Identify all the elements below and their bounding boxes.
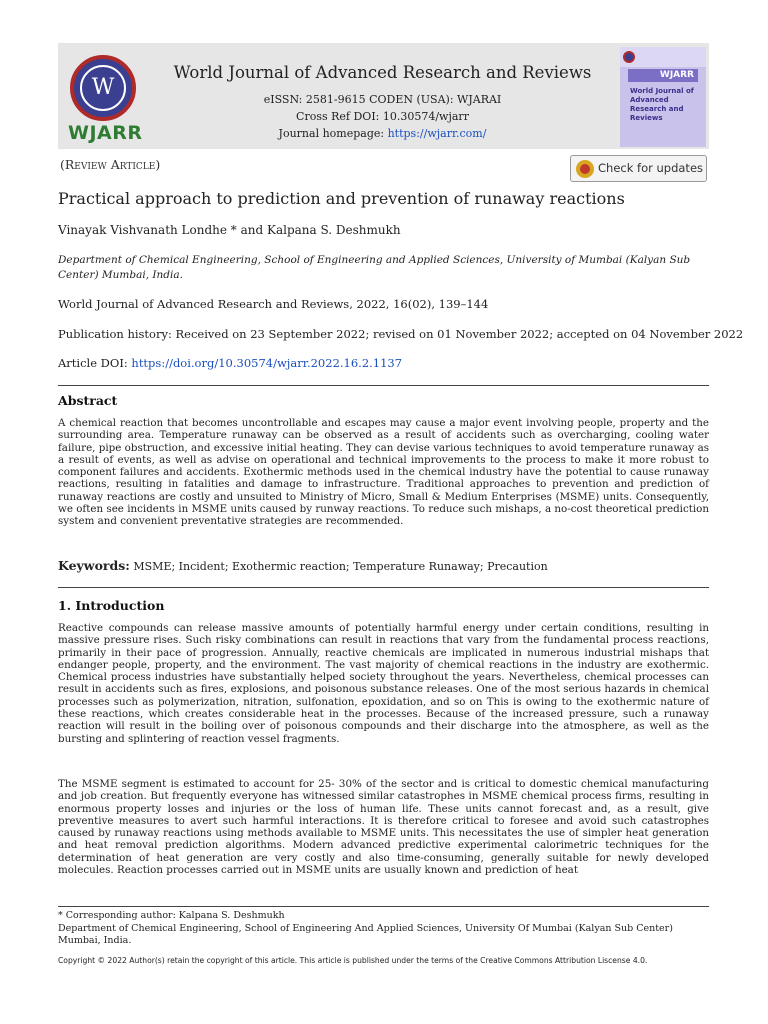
logo-letter: W [80, 65, 126, 111]
divider [58, 385, 709, 386]
check-for-updates-button[interactable] [570, 155, 707, 182]
journal-cover-thumbnail [620, 47, 706, 147]
keywords-text: MSME; Incident; Exothermic reaction; Temperature Runaway; Precaution [129, 560, 548, 573]
article-title: Practical approach to prediction and prevention of runaway reactions [58, 189, 625, 208]
citation: World Journal of Advanced Research and Reviews, 2022, 16(02), 139–144 [58, 297, 489, 311]
doi-link[interactable]: https://doi.org/10.30574/wjarr.2022.16.2.1137 [131, 356, 403, 370]
doi-label: Article DOI: [58, 356, 132, 370]
divider [58, 587, 709, 588]
issn-line: eISSN: 2581-9615 CODEN (USA): WJARAI [263, 93, 502, 106]
cover-seal-icon [623, 51, 635, 63]
homepage-line [160, 127, 605, 140]
homepage-label: Journal homepage: [278, 127, 388, 140]
journal-title: World Journal of Advanced Research and Reviews [173, 63, 592, 82]
introduction-paragraph-2: The MSME segment is estimated to account for 25- 30% of the sector and is critical to domestic chemical manufacturing and job creation. But frequently everyone has witnessed similar catastrophes in MSME chemical process firms, resulting in enormous property losses and injuries or the loss of human life. These units cannot forecast and, as a result, give preventive measures to avert such harmful interactions. It is therefore critical to foresee and avoid such catastrophes caused by runaway reactions using methods available to MSME units. This necessitates the use of simpler heat generation and heat removal prediction algorithms. Modern advanced predictive experimental calorimetric techniques for the determination of heat generation are very costly and also time-consuming, generally suitable for newly developed molecules. Reaction processes carried out in MSME units are usually known and prediction of heat [58, 778, 709, 877]
article-type: (Review Article) [60, 157, 161, 172]
corresponding-author: * Corresponding author: Kalpana S. Deshmukh [58, 910, 285, 921]
article-doi [58, 356, 402, 370]
introduction-heading: 1. Introduction [58, 598, 165, 613]
cover-journal-name: World Journal of Advanced Research and Reviews [630, 87, 694, 122]
cover-tag: WJARR [628, 69, 698, 82]
check-updates-icon [576, 160, 594, 178]
introduction-paragraph-1: Reactive compounds can release massive amounts of potentially harmful energy under certain conditions, resulting in massive pressure rises. Such risky combinations can result in reactions that vary from the fundamental process reactions, primarily in their pace of progression. Annually, reactive chemicals are implicated in numerous industrial mishaps that endanger people, property, and the environment. The vast majority of chemical reactions in the industry are exothermic. Chemical process industries have substantially helped society throughout the years. Nevertheless, chemical processes can result in accidents such as fires, explosions, and poisonous substance releases. One of the most serious hazards in chemical processes such as polymerization, nitration, sulfonation, epoxidation, and so on This is owing to the exothermic nature of these reactions, which creates considerable heat in the processes. Because of the increased pressure, such a runaway reaction will result in the boiling over of poisonous compounds and their discharge into the atmosphere, as well as the bursting and splintering of reaction vessel fragments. [58, 622, 709, 745]
crossref-line: Cross Ref DOI: 10.30574/wjarr [296, 110, 469, 123]
logo-name: WJARR [68, 122, 143, 144]
keywords-label: Keywords: [58, 558, 130, 573]
journal-logo-icon [70, 55, 136, 121]
footnote-divider [58, 906, 709, 907]
authors: Vinayak Vishvanath Londhe * and Kalpana S. Deshmukh [58, 223, 401, 237]
check-updates-label: Check for updates [598, 161, 704, 175]
affiliation: Department of Chemical Engineering, School of Engineering and Applied Sciences, University of Mumbai (Kalyan Sub Center) Mumbai, India. [58, 254, 691, 281]
abstract-heading: Abstract [58, 393, 118, 408]
keywords [58, 558, 548, 573]
homepage-link[interactable]: https://wjarr.com/ [387, 127, 487, 140]
abstract-text: A chemical reaction that becomes uncontrollable and escapes may cause a major event involving people, property and the surrounding area. Temperature runaway can be observed as a result of accidents such as overcharging, cooling water failure, pipe obstruction, and excessive initial heating. They can devise various techniques to avoid temperature runaway as a result of events, as well as advise on operational and technical improvements to the process to make it more robust to component failures and accidents. Exothermic methods used in the chemical industry have the potential to cause runaway reactions, resulting in fatalities and damage to infrastructure. Traditional approaches to prevention and prediction of runaway reactions are costly and unsuited to Ministry of Micro, Small & Medium Enterprises (MSME) units. Consequently, we often see incidents in MSME units caused by runway reactions. To reduce such mishaps, a no-cost theoretical prediction system and convenient preventative strategies are recommended. [58, 417, 709, 528]
copyright-notice: Copyright © 2022 Author(s) retain the copyright of this article. This article is published under the terms of the Creative Commons Attribution Liscense 4.0. [58, 956, 648, 965]
author-department: Department of Chemical Engineering, School of Engineering And Applied Sciences, University Of Mumbai (Kalyan Sub Center) Mumbai, India. [58, 923, 673, 946]
publication-history: Publication history: Received on 23 September 2022; revised on 01 November 2022; accepted on 04 November 2022 [58, 327, 744, 341]
